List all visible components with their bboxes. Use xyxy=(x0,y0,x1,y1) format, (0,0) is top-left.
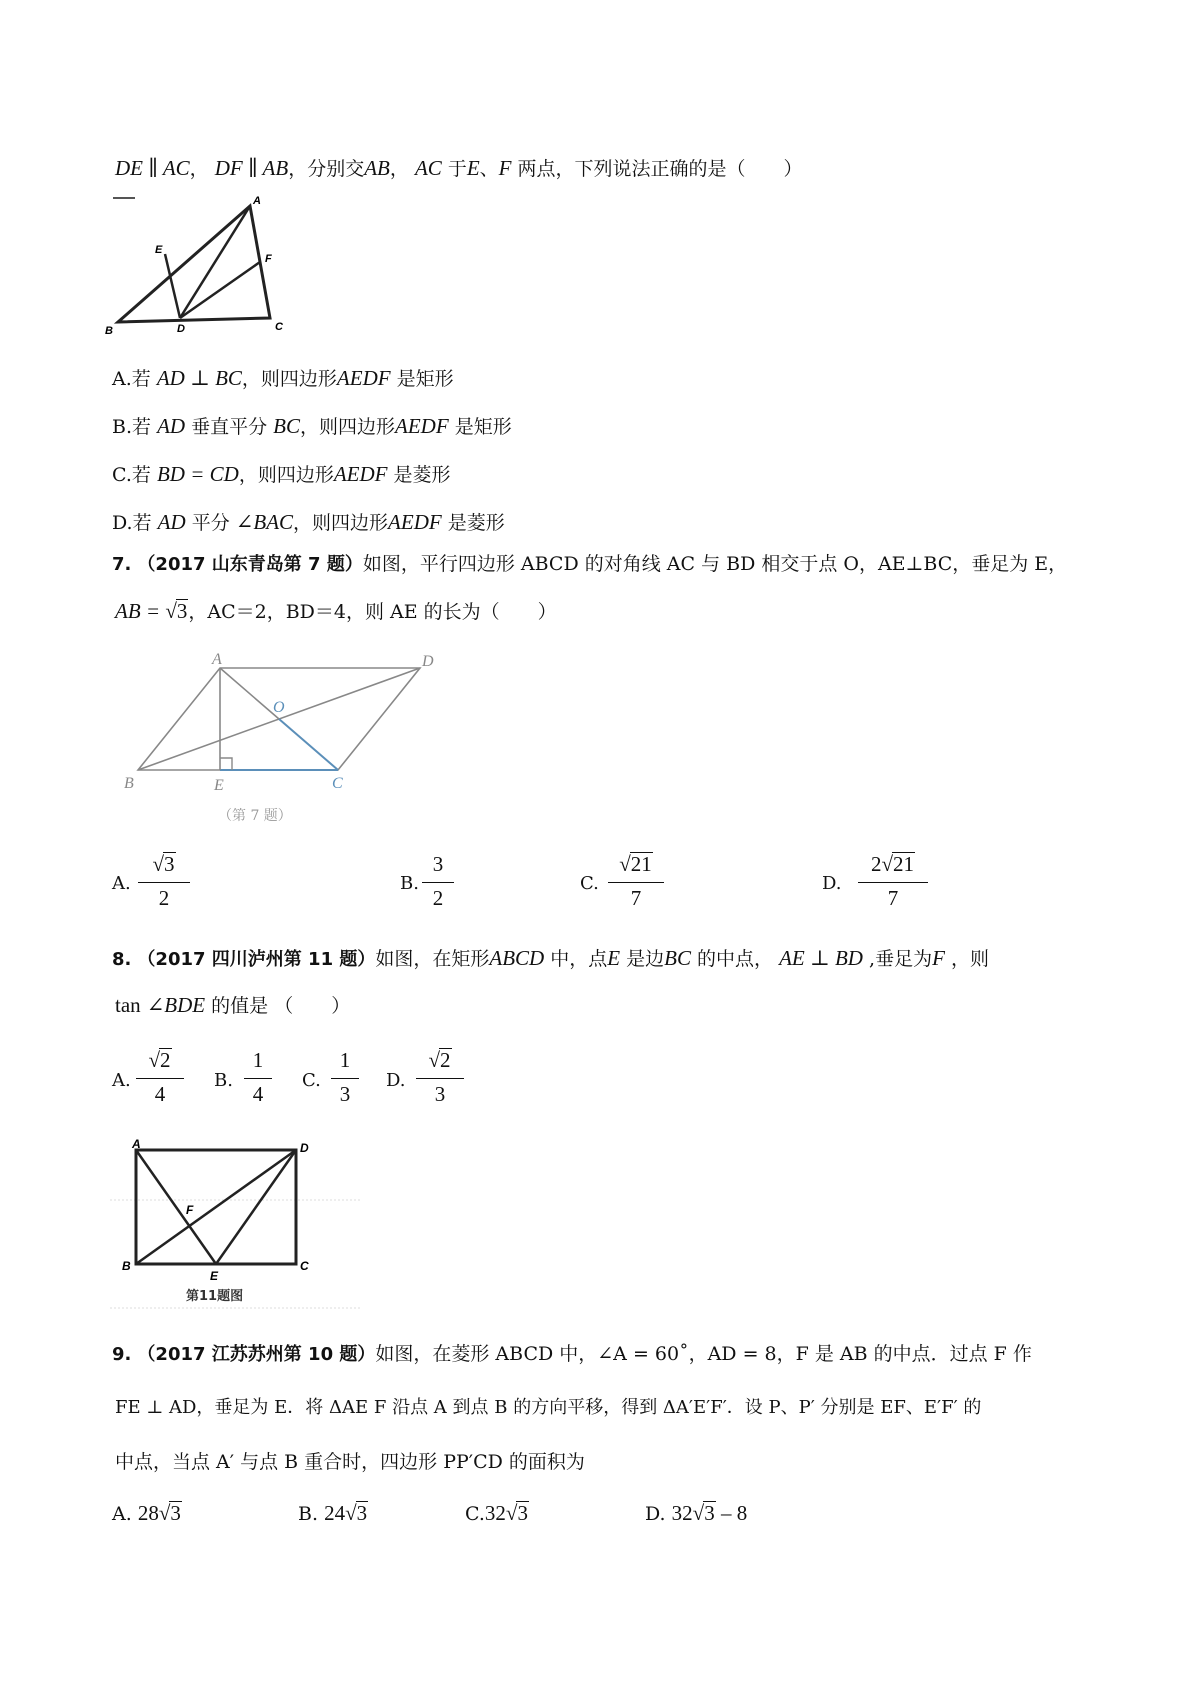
option-text: 是矩形 xyxy=(390,368,454,390)
label-o: O xyxy=(273,699,285,716)
fraction-bar xyxy=(138,882,190,883)
q9-option-d xyxy=(645,1500,747,1527)
sqrt-radicand: 21 xyxy=(630,852,652,876)
option-letter: D. xyxy=(645,1503,666,1525)
option-math: 28√3 xyxy=(137,1501,181,1525)
question-text: ,垂足为 xyxy=(862,948,933,970)
segment-de xyxy=(216,1150,296,1264)
question-text: 是边 xyxy=(620,948,665,970)
q9-option-b xyxy=(298,1500,368,1527)
label-d: D xyxy=(177,323,185,335)
sqrt-radicand: 3 xyxy=(704,1501,715,1525)
q7-parallelogram-figure xyxy=(120,650,440,832)
sqrt-expression: √3 xyxy=(165,599,188,623)
denominator: 4 xyxy=(252,1082,264,1106)
sqrt-radicand: 3 xyxy=(517,1501,528,1525)
right-angle-mark xyxy=(220,758,232,770)
question-number: 8. xyxy=(112,949,132,970)
label-a: A xyxy=(132,1138,141,1151)
label-c: C xyxy=(275,321,283,333)
fraction-bar xyxy=(244,1078,272,1079)
q6-e: E xyxy=(466,156,480,180)
label-c: C xyxy=(332,775,343,792)
fraction-bar xyxy=(858,882,928,883)
q6-option-b xyxy=(112,413,512,440)
label-b: B xyxy=(122,1259,131,1273)
q8-option-c-fraction xyxy=(327,1048,363,1108)
question-text: 的值是 （ ） xyxy=(205,995,351,1017)
figure-caption: （第 7 题） xyxy=(218,808,292,824)
figure-caption: 第11题图 xyxy=(186,1289,244,1304)
q6-stem xyxy=(115,155,803,182)
denominator: 2 xyxy=(432,886,444,910)
denominator: 4 xyxy=(154,1082,166,1106)
option-math: BD = CD xyxy=(156,462,239,486)
question-text: 如图，在菱形 ABCD 中，∠A = 60˚，AD = 8，F 是 AB 的中点．过点 F 作 xyxy=(375,1343,1032,1365)
q9-option-c xyxy=(465,1500,529,1527)
option-text: 平分 xyxy=(185,512,230,534)
option-text: 若 xyxy=(131,464,151,486)
label-e: E xyxy=(214,777,224,794)
q8-option-d-label: D. xyxy=(386,1070,406,1091)
segment-ae xyxy=(136,1150,216,1264)
question-text: 的中点， xyxy=(690,948,774,970)
option-text: 垂直平分 xyxy=(185,416,268,438)
denominator: 2 xyxy=(158,886,170,910)
numerator: √2 xyxy=(428,1048,451,1072)
option-math: AD xyxy=(157,510,186,534)
label-d: D xyxy=(300,1141,309,1155)
q6-sep: 、 xyxy=(479,158,499,180)
option-math: 32√3 xyxy=(484,1501,528,1525)
q6-sep: ， xyxy=(189,158,209,180)
q6-option-d xyxy=(112,509,505,536)
denominator: 7 xyxy=(887,886,899,910)
label-c: C xyxy=(300,1259,309,1273)
option-text: 是菱形 xyxy=(441,512,505,534)
math: ABCD xyxy=(489,946,545,970)
option-text: ，则四边形 xyxy=(300,416,396,438)
segment-ad xyxy=(180,206,250,318)
option-text: 是菱形 xyxy=(387,464,451,486)
question-text: 如图，在矩形 xyxy=(375,948,490,970)
fraction-bar xyxy=(422,882,454,883)
question-text: 中，点 xyxy=(544,948,608,970)
triangle-abc xyxy=(118,206,270,322)
option-letter: C. xyxy=(112,464,132,486)
q6-df-ab: DF ∥ AB xyxy=(214,156,289,180)
option-letter: B. xyxy=(298,1503,319,1525)
q6-sep: ，分别交 xyxy=(288,158,365,180)
sqrt-radicand: 21 xyxy=(893,852,915,876)
q7-option-b-fraction xyxy=(418,852,458,912)
sqrt-radicand: 2 xyxy=(160,1048,171,1072)
question-text: ，AC＝2，BD＝4，则 AE 的长为（ ） xyxy=(188,601,557,623)
denominator: 3 xyxy=(339,1082,351,1106)
q6-text: 于 xyxy=(441,158,467,180)
question-source: （2017 山东青岛第 7 题） xyxy=(137,554,363,575)
label-a: A xyxy=(212,651,222,668)
q6-de-ac: DE ∥ AC xyxy=(115,156,190,180)
q8-option-a-fraction xyxy=(132,1048,188,1108)
q7-option-d-fraction xyxy=(854,852,932,912)
q8-option-a-label: A. xyxy=(112,1070,131,1091)
q6-f: F xyxy=(498,156,512,180)
option-tail: – 8 xyxy=(715,1501,748,1525)
option-math: BC xyxy=(273,414,301,438)
option-text: ，则四边形 xyxy=(293,512,389,534)
q7-option-d-label: D. xyxy=(822,873,842,894)
q7-stem-line2 xyxy=(115,598,557,625)
q8-option-b-label: B. xyxy=(214,1070,233,1091)
coefficient: 24 xyxy=(324,1501,346,1525)
option-math: AD xyxy=(157,414,186,438)
question-number: 9. xyxy=(112,1344,132,1365)
label-e: E xyxy=(155,244,163,256)
question-text: FE ⊥ AD，垂足为 E．将 ΔAE F 沿点 A 到点 B 的方向平移，得到 ΔA′E′F′．设 P、P′ 分别是 EF、E′F′ 的 xyxy=(115,1397,982,1418)
math-tan: tan xyxy=(115,993,141,1017)
option-math: AEDF xyxy=(336,366,391,390)
q6-ac: AC xyxy=(414,156,442,180)
option-letter: A. xyxy=(112,1503,132,1525)
numerator: √21 xyxy=(619,852,652,876)
option-math: AEDF xyxy=(388,510,442,534)
denominator: 3 xyxy=(434,1082,446,1106)
numerator: √3 xyxy=(152,852,175,876)
coefficient: 32 xyxy=(671,1501,693,1525)
sqrt-radicand: 3 xyxy=(170,1501,181,1525)
q6-option-c xyxy=(112,461,451,488)
option-math: AEDF xyxy=(395,414,449,438)
q7-option-a-label: A. xyxy=(112,873,131,894)
option-text: 若 xyxy=(132,512,152,534)
denominator: 7 xyxy=(630,886,642,910)
option-letter: A. xyxy=(112,368,132,390)
label-a: A xyxy=(253,195,261,207)
option-letter: B. xyxy=(112,416,133,438)
q6-ab: AB xyxy=(364,156,390,180)
label-f: F xyxy=(186,1203,194,1217)
label-b: B xyxy=(105,325,113,337)
sqrt-radicand: 3 xyxy=(164,852,175,876)
sqrt-radicand: 3 xyxy=(356,1501,368,1525)
sqrt-radicand: 3 xyxy=(176,599,188,623)
q8-stem-line1 xyxy=(112,945,989,973)
numerator: √2 xyxy=(148,1048,171,1072)
sqrt-radicand: 2 xyxy=(440,1048,451,1072)
fraction-bar xyxy=(136,1078,184,1079)
option-math: AEDF xyxy=(333,462,388,486)
math: F xyxy=(932,946,945,970)
math-angle: ∠BDE xyxy=(146,993,206,1017)
option-math: 32√3 – 8 xyxy=(671,1501,748,1525)
numerator: 1 xyxy=(339,1048,351,1072)
q9-option-a xyxy=(112,1500,182,1527)
numerator: 3 xyxy=(432,852,444,876)
fraction-bar xyxy=(416,1078,464,1079)
q7-option-c-label: C. xyxy=(580,873,599,894)
option-text: ，则四边形 xyxy=(241,368,337,390)
option-math: AD ⊥ BC xyxy=(156,366,242,390)
label-d: D xyxy=(422,653,434,670)
fraction-bar xyxy=(608,882,664,883)
math: AE ⊥ BD xyxy=(779,946,863,970)
q7-stem-line1 xyxy=(112,551,1067,578)
q9-stem-line3 xyxy=(115,1449,585,1475)
label-e: E xyxy=(210,1269,219,1283)
diagonal-ao xyxy=(220,668,279,719)
question-text: ，则 xyxy=(944,948,989,970)
q7-option-a-fraction xyxy=(134,852,194,912)
option-text: ，则四边形 xyxy=(238,464,334,486)
coefficient: 32 xyxy=(484,1501,506,1525)
question-text: 如图，平行四边形 ABCD 的对角线 AC 与 BD 相交于点 O，AE⊥BC，垂足为 E， xyxy=(362,553,1068,575)
coefficient: 28 xyxy=(137,1501,159,1525)
question-source: （2017 江苏苏州第 10 题） xyxy=(137,1344,376,1365)
option-math: 24√3 xyxy=(324,1501,368,1525)
option-math: ∠BAC xyxy=(235,510,294,534)
q8-option-c-label: C. xyxy=(302,1070,321,1091)
q6-sep: ， xyxy=(389,158,409,180)
option-text: 若 xyxy=(131,368,151,390)
diagonal-bd xyxy=(136,1150,296,1264)
q6-triangle-figure xyxy=(105,190,295,340)
question-text: 中点，当点 A′ 与点 B 重合时，四边形 PP′CD 的面积为 xyxy=(115,1451,585,1473)
math-ab: AB = xyxy=(115,599,166,623)
numerator: 2√21 xyxy=(870,852,915,876)
option-text: 若 xyxy=(132,416,152,438)
math: E xyxy=(607,946,621,970)
q8-rectangle-figure xyxy=(110,1138,360,1313)
fraction-bar xyxy=(331,1078,359,1079)
q9-stem-line1 xyxy=(112,1341,1032,1368)
option-letter: D. xyxy=(112,512,133,534)
q8-stem-line2 xyxy=(115,992,350,1019)
q8-option-b-fraction xyxy=(240,1048,276,1108)
q6-text: 两点，下列说法正确的是（ ） xyxy=(511,158,803,180)
segment-de xyxy=(165,254,180,318)
q7-option-b-label: B. xyxy=(400,873,419,894)
label-f: F xyxy=(265,253,272,265)
q8-option-d-fraction xyxy=(412,1048,468,1108)
option-letter: C. xyxy=(465,1503,485,1525)
segment-df xyxy=(180,262,260,318)
question-source: （2017 四川泸州第 11 题） xyxy=(137,949,376,970)
label-b: B xyxy=(124,775,134,792)
option-text: 是矩形 xyxy=(448,416,512,438)
math: BC xyxy=(664,946,691,970)
numerator: 1 xyxy=(252,1048,264,1072)
question-number: 7. xyxy=(112,554,132,575)
q7-option-c-fraction xyxy=(604,852,668,912)
diagonal-oc xyxy=(279,719,338,770)
coefficient: 2 xyxy=(870,852,882,876)
q6-option-a xyxy=(112,365,454,392)
q9-stem-line2 xyxy=(115,1395,981,1421)
